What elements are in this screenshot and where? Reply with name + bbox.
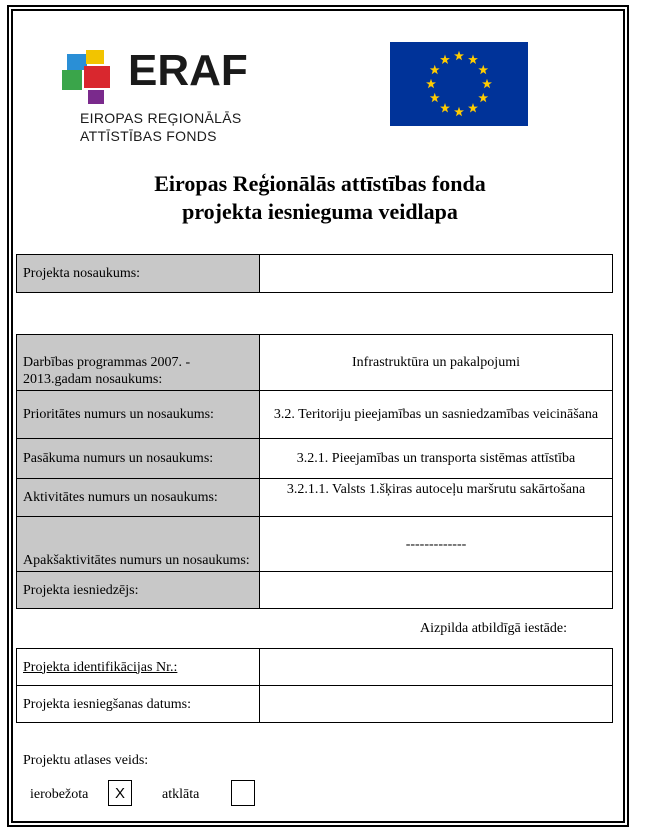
eraf-logo-subtitle-1: EIROPAS REĢIONĀLĀS [80, 110, 242, 126]
activity-label: Aktivitātes numurs un nosaukums: [16, 479, 260, 517]
eraf-logo-mark-icon [62, 50, 122, 106]
priority-label: Prioritātes numurs un nosaukums: [16, 391, 260, 439]
option-restricted-label: ierobežota [30, 787, 89, 802]
eu-flag-icon [390, 42, 528, 126]
programme-label: Darbības programmas 2007. - 2013.gadam nosaukums: [16, 334, 260, 391]
eraf-logo-subtitle-2: ATTĪSTĪBAS FONDS [80, 128, 217, 144]
programme-row [16, 334, 613, 391]
applicant-label: Projekta iesniedzējs: [16, 572, 260, 609]
form-title [20, 170, 620, 226]
priority-row [16, 391, 613, 439]
submission-date-label: Projekta iesniegšanas datums: [16, 686, 260, 723]
activity-row [16, 479, 613, 517]
measure-value: 3.2.1. Pieejamības un transporta sistēmas attīstība [260, 439, 613, 479]
subactivity-row [16, 517, 613, 572]
selection-heading: Projektu atlases veids: [23, 753, 149, 768]
project-id-row [16, 648, 613, 686]
eraf-logo [62, 44, 262, 148]
project-name-label: Projekta nosaukums: [16, 254, 260, 293]
project-id-label: Projekta identifikācijas Nr.: [16, 648, 260, 686]
form-title-line-1: Eiropas Reģionālās attīstības fonda [154, 171, 486, 196]
project-name-field[interactable] [260, 254, 613, 293]
measure-row [16, 439, 613, 479]
project-id-field[interactable] [260, 648, 613, 686]
project-name-row [16, 254, 613, 293]
programme-value: Infrastruktūra un pakalpojumi [260, 334, 613, 391]
activity-value: 3.2.1.1. Valsts 1.šķiras autoceļu maršrutu sakārtošana [260, 479, 613, 517]
submission-date-field[interactable] [260, 686, 613, 723]
form-title-line-2: projekta iesnieguma veidlapa [182, 199, 458, 224]
applicant-field[interactable] [260, 572, 613, 609]
option-open-checkbox[interactable] [231, 780, 255, 806]
submission-date-row [16, 686, 613, 723]
eraf-logo-word: ERAF [128, 46, 248, 95]
measure-label: Pasākuma numurs un nosaukums: [16, 439, 260, 479]
authority-note: Aizpilda atbildīgā iestāde: [420, 621, 567, 636]
priority-value: 3.2. Teritoriju pieejamības un sasniedzamības veicināšana [260, 391, 613, 439]
subactivity-label: Apakšaktivitātes numurs un nosaukums: [16, 517, 260, 572]
subactivity-value: ------------- [260, 517, 613, 572]
option-open-label: atklāta [162, 787, 200, 802]
option-restricted-checkbox[interactable]: X [108, 780, 132, 806]
applicant-row [16, 572, 613, 609]
